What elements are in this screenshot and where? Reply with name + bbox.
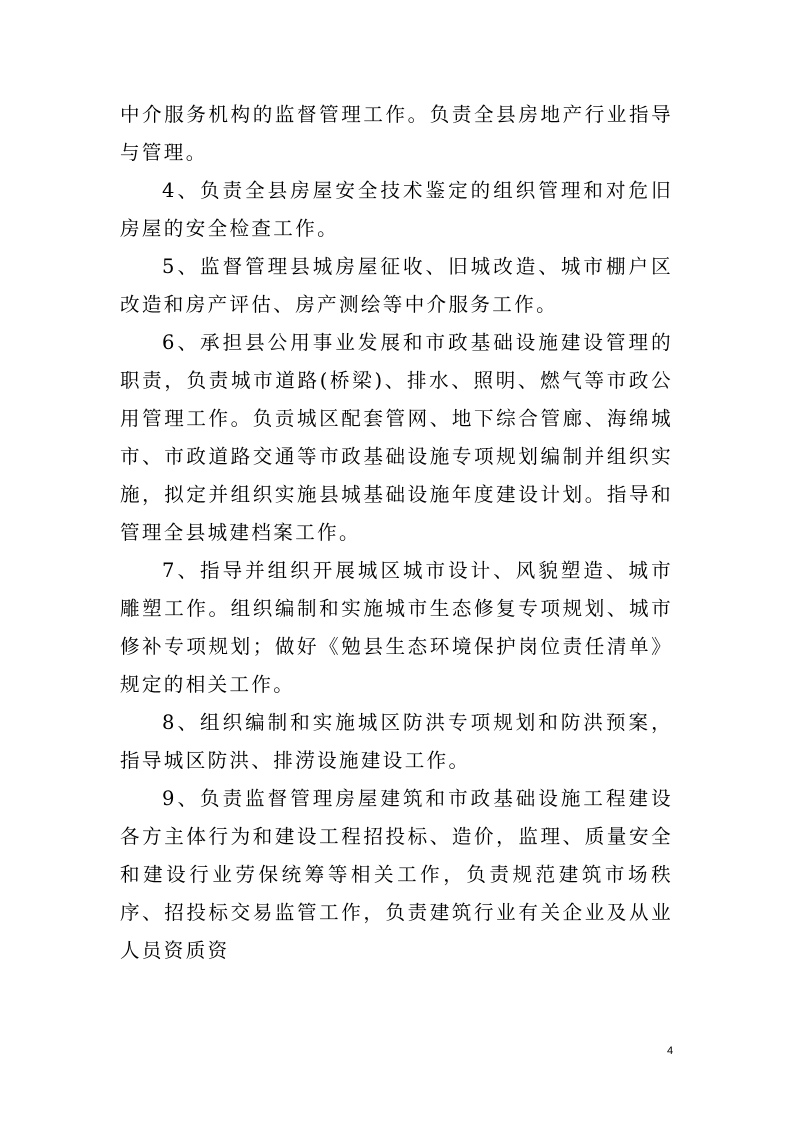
paragraph-continuation: 中介服务机构的监督管理工作。负责全县房地产行业指导与管理。 xyxy=(120,103,673,164)
paragraph-item-5: 5、监督管理县城房屋征收、旧城改造、城市棚户区改造和房产评估、房产测绘等中介服务工作。 xyxy=(120,255,673,316)
document-body xyxy=(120,96,673,970)
paragraph-item-7: 7、指导并组织开展城区城市设计、风貌塑造、城市雕塑工作。组织编制和实施城市生态修复专项规划、城市修补专项规划；做好《勉县生态环境保护岗位责任清单》规定的相关工作。 xyxy=(120,559,673,696)
paragraph-item-4: 4、负责全县房屋安全技术鉴定的组织管理和对危旧房屋的安全检查工作。 xyxy=(120,179,673,240)
paragraph-item-8: 8、组织编制和实施城区防洪专项规划和防洪预案，指导城区防洪、排涝设施建设工作。 xyxy=(120,711,673,772)
paragraph-item-6: 6、承担县公用事业发展和市政基础设施建设管理的职责，负责城市道路(桥梁)、排水、照明、燃气等市政公用管理工作。负贡城区配套管网、地下综合管廊、海绵城市、市政道路交通等市政基础设施专项规划编制并组织实施，拟定并组织实施县城基础设施年度建设计划。指导和管理全县城建档案工作。 xyxy=(120,331,673,544)
paragraph-item-9: 9、负责监督管理房屋建筑和市政基础设施工程建设各方主体行为和建设工程招投标、造价，监理、质量安全和建设行业劳保统筹等相关工作，负责规范建筑市场秩序、招投标交易监管工作，负责建筑行业有关企业及从业人员资质资 xyxy=(120,787,673,962)
page-number: 4 xyxy=(667,1045,674,1057)
